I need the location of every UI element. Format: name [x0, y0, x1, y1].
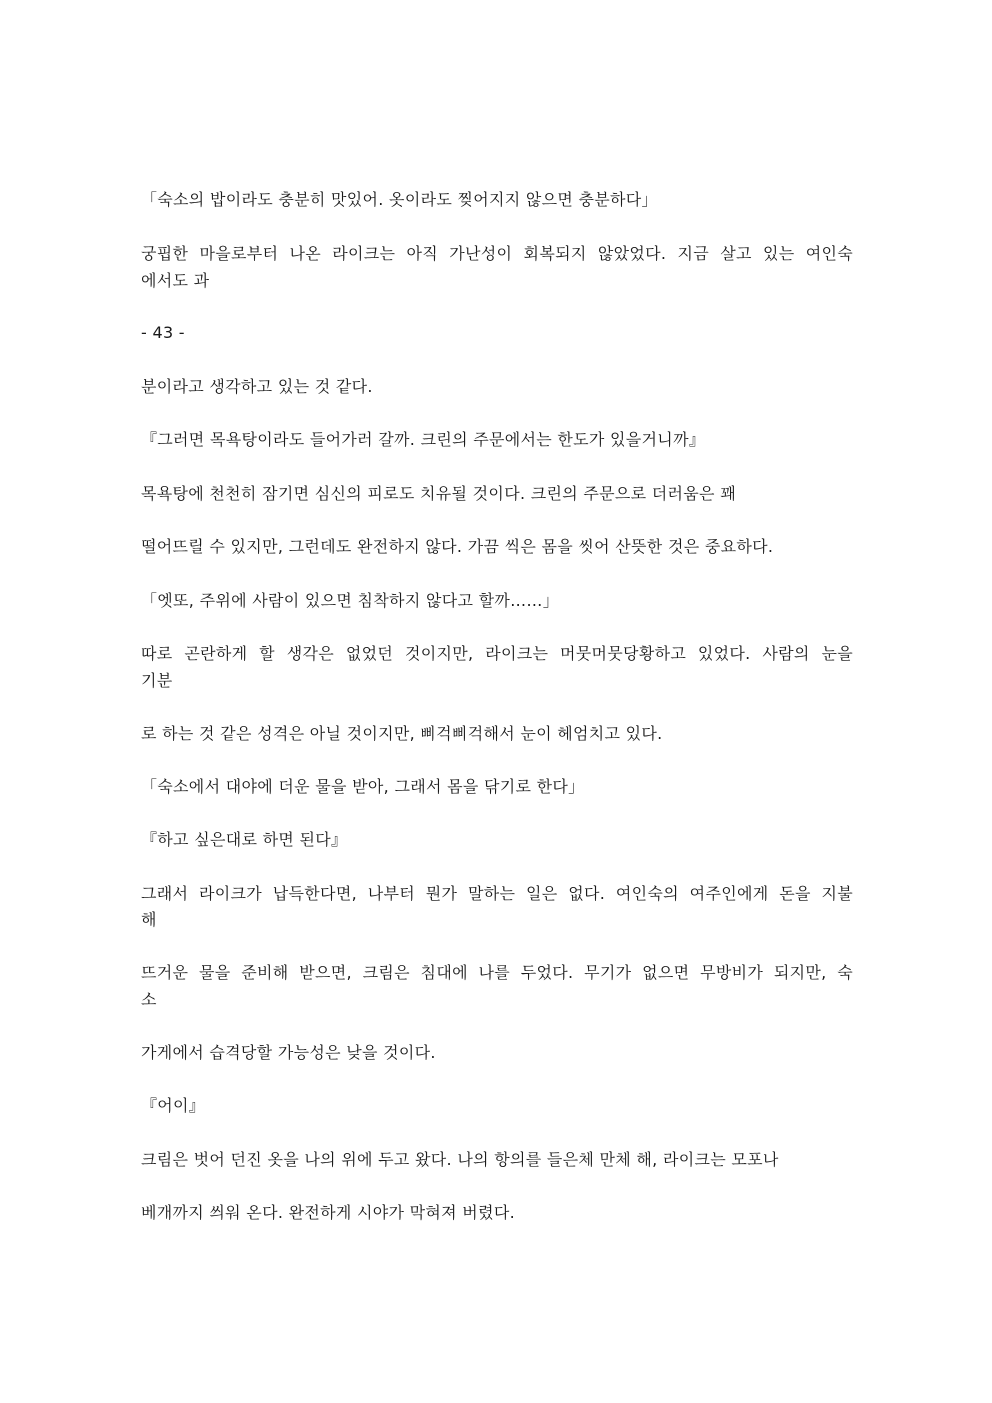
text-line: 뜨거운 물을 준비해 받으면, 크림은 침대에 나를 두었다. 무기가 없으면 무방비가 되지만, 숙 — [141, 963, 853, 982]
text-line: 『하고 싶은대로 하면 된다』 — [141, 830, 348, 849]
text-line: 『그러면 목욕탕이라도 들어가러 갈까. 크린의 주문에서는 한도가 있을거니까』 — [141, 430, 706, 449]
text-line: 『어이』 — [141, 1096, 206, 1115]
text-line: 베개까지 씌워 온다. 완전하게 시야가 막혀져 버렸다. — [141, 1203, 515, 1222]
text-line: 「숙소에서 대야에 더운 물을 받아, 그래서 몸을 닦기로 한다」 — [141, 777, 585, 796]
text-line: 분이라고 생각하고 있는 것 같다. — [141, 377, 373, 396]
text-line: 궁핍한 마을로부터 나온 라이크는 아직 가난성이 회복되지 않았었다. 지금 살고 있는 여인숙 — [141, 244, 853, 263]
text-line: 따로 곤란하게 할 생각은 없었던 것이지만, 라이크는 머뭇머뭇당황하고 있었다. 사람의 눈을 — [141, 644, 853, 663]
text-line: 에서도 과 — [141, 271, 210, 290]
text-line: 기분 — [141, 671, 173, 690]
text-line: 크림은 벗어 던진 옷을 나의 위에 두고 왔다. 나의 항의를 들은체 만체 해, 라이크는 모포나 — [141, 1150, 779, 1169]
text-line: 해 — [141, 910, 157, 929]
text-line: 그래서 라이크가 납득한다면, 나부터 뭔가 말하는 일은 없다. 여인숙의 여주인에게 돈을 지불 — [141, 884, 853, 903]
text-line: 로 하는 것 같은 성격은 아닐 것이지만, 삐걱삐걱해서 눈이 헤엄치고 있다. — [141, 724, 663, 743]
text-line: 소 — [141, 990, 157, 1009]
text-line: 목욕탕에 천천히 잠기면 심신의 피로도 치유될 것이다. 크린의 주문으로 더러움은 꽤 — [141, 484, 736, 503]
page-number: - 43 - — [141, 323, 185, 342]
text-line: 가게에서 습격당할 가능성은 낮을 것이다. — [141, 1043, 436, 1062]
text-line: 「숙소의 밥이라도 충분히 맛있어. 옷이라도 찢어지지 않으면 충분하다」 — [141, 190, 658, 209]
text-line: 「엣또, 주위에 사람이 있으면 침착하지 않다고 할까……」 — [141, 591, 560, 610]
text-line: 떨어뜨릴 수 있지만, 그런데도 완전하지 않다. 가끔 씩은 몸을 씻어 산뜻한 것은 중요하다. — [141, 537, 774, 556]
